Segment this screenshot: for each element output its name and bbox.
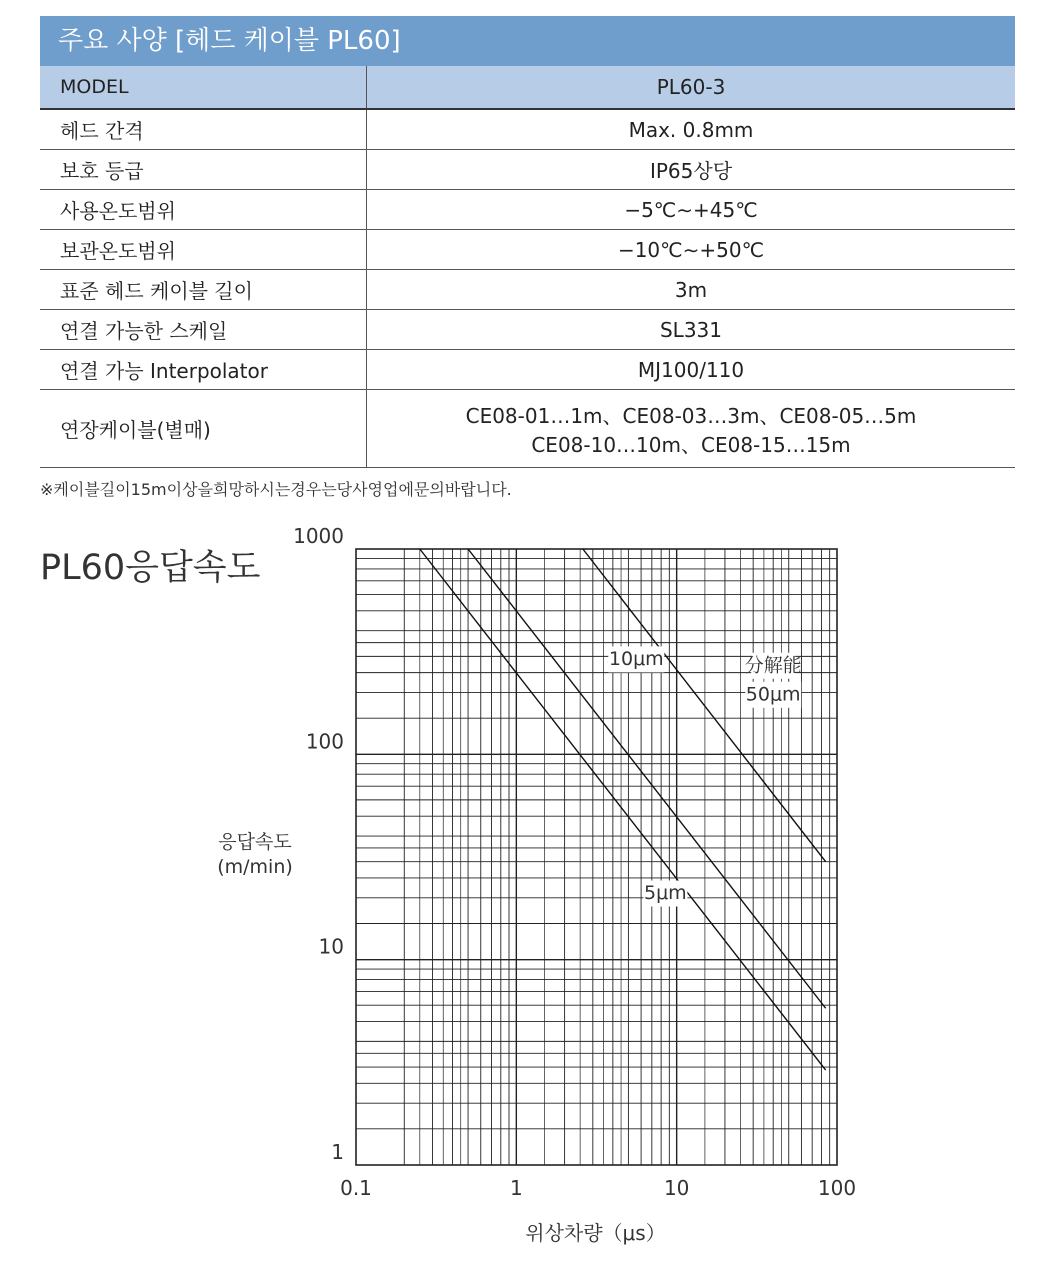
model-row <box>40 66 1015 109</box>
table-row <box>40 270 1015 310</box>
spec-table <box>40 66 1015 468</box>
x-tick-label: 10 <box>663 1176 690 1200</box>
extension-cable-row <box>40 390 1015 468</box>
table-row <box>40 310 1015 350</box>
row-label: 연결 가능 Interpolator <box>40 350 367 390</box>
cable-length-note: ※케이블길이15m이상을희망하시는경우는당사영업에문의바랍니다. <box>40 480 512 499</box>
row-label: 연결 가능한 스케일 <box>40 310 367 350</box>
response-speed-chart <box>0 520 1043 1260</box>
table-row <box>40 190 1015 230</box>
y-tick-label: 10 <box>318 934 344 959</box>
row-label: 사용온도범위 <box>40 190 367 230</box>
series-annotation: 10μm <box>608 647 664 670</box>
y-tick-label: 100 <box>305 729 344 754</box>
row-value: −5℃∼+45℃ <box>367 190 1016 230</box>
series-annotation: 50μm <box>745 683 801 706</box>
row-value: SL331 <box>367 310 1016 350</box>
row-value: −10℃∼+50℃ <box>367 230 1016 270</box>
x-tick-label: 100 <box>817 1176 857 1200</box>
row-value: Max. 0.8mm <box>367 109 1016 150</box>
x-tick-label: 0.1 <box>340 1176 372 1200</box>
row-value: IP65상당 <box>367 150 1016 190</box>
table-row <box>40 230 1015 270</box>
series-line <box>468 549 826 1008</box>
table-row <box>40 150 1015 190</box>
model-value: PL60-3 <box>367 66 1016 109</box>
extension-cable-value <box>367 390 1016 468</box>
row-label: 표준 헤드 케이블 길이 <box>40 270 367 310</box>
plot-frame <box>356 549 837 1165</box>
y-tick-label: 1000 <box>293 524 344 548</box>
series-annotation: 5μm <box>644 882 687 905</box>
row-label: 보호 등급 <box>40 150 367 190</box>
x-axis-label: 위상차량（μs） <box>525 1221 666 1245</box>
x-tick-label: 1 <box>509 1176 523 1200</box>
series-annotation: 分解能 <box>744 654 802 677</box>
row-label: 헤드 간격 <box>40 109 367 150</box>
extension-cable-label: 연장케이블(별매) <box>40 390 367 468</box>
y-axis-label-2: (m/min) <box>217 856 293 878</box>
y-tick-label: 1 <box>331 1140 344 1164</box>
chart-grid <box>356 549 837 1165</box>
spec-title: 주요 사양 [헤드 케이블 PL60] <box>40 16 1015 66</box>
chart-title: PL60응답속도 <box>40 548 261 588</box>
spec-section <box>40 16 1015 468</box>
table-row <box>40 350 1015 390</box>
extension-cable-line-2: CE08-10…10m、CE08-15…15m <box>531 432 851 457</box>
row-value: MJ100/110 <box>367 350 1016 390</box>
model-label: MODEL <box>40 66 367 109</box>
extension-cable-line-1: CE08-01…1m、CE08-03…3m、CE08-05…5m <box>465 403 917 428</box>
row-value: 3m <box>367 270 1016 310</box>
table-row <box>40 109 1015 150</box>
row-label: 보관온도범위 <box>40 230 367 270</box>
y-axis-label-1: 응답속도 <box>218 831 292 853</box>
